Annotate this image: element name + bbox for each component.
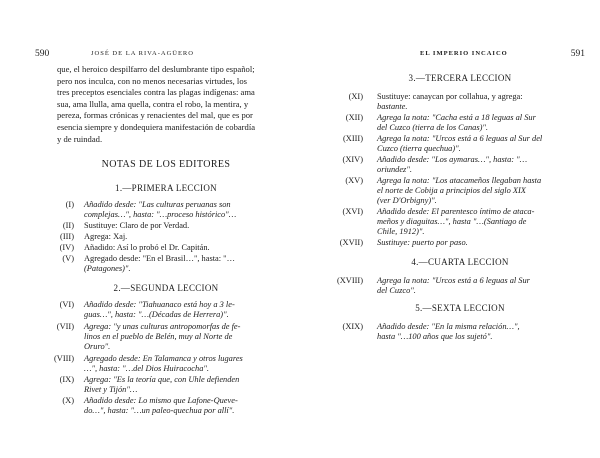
intro-line: sua, ama llulla, ama quella, contra el robo, la mentira, y (57, 98, 249, 109)
left-running-head: JOSÉ DE LA RIVA-AGÜERO (91, 50, 194, 57)
note-line: el norte de Cobija a principios del siglo XIX (377, 186, 526, 196)
note-text (377, 238, 587, 248)
right-page-number: 591 (570, 49, 585, 59)
intro-line: pero nos inculca, con no menos necesarias virtudes, los (57, 75, 247, 86)
note-text (84, 200, 274, 220)
note-number: (II) (62, 221, 74, 230)
note-line: Agrega: Xaj. (84, 232, 128, 241)
note-line: Sustituye: canaycan por collahua, y agrega: (377, 92, 523, 101)
note-line: Añadido desde: Lo mismo que Lafone-Queve- (84, 396, 238, 405)
note-text (377, 155, 587, 175)
note-line: Chile, 1912)". (377, 227, 425, 237)
note-text (84, 243, 274, 253)
note-text (377, 113, 587, 133)
note-text (84, 322, 274, 353)
note-line: bastante. (377, 102, 408, 112)
note-text (84, 232, 274, 242)
lesson-title-2: 2.—SEGUNDA LECCION (113, 283, 219, 293)
intro-line: y de ruindad. (57, 133, 103, 144)
note-line: guas…", hasta: "…(Décadas de Herrera)". (84, 310, 229, 320)
note-number: (IX) (59, 375, 74, 384)
note-line: meños y diaguitas…", hasta "…(Santiago de (377, 217, 527, 227)
note-line: …", hasta: "…del Dios Huiracocha". (84, 364, 210, 374)
note-line: Añadido desde: "Las culturas peruanas son (84, 200, 231, 209)
note-line: Cuzco (tierra quechua)". (377, 144, 461, 154)
note-line: Añadido desde: El parentesco íntimo de ataca- (377, 207, 535, 216)
lesson-title-1: 1.—PRIMERA LECCION (115, 183, 217, 193)
note-text (377, 176, 587, 207)
note-text (84, 221, 274, 231)
note-number: (XIV) (342, 155, 363, 164)
note-text (84, 375, 274, 395)
note-line: Agregado desde: En Talamanca y otros lugares (84, 354, 243, 363)
note-number: (XV) (345, 176, 363, 185)
note-line: Rivet y Tijón"… (84, 385, 138, 395)
note-line: Sustituye: puerto por paso. (377, 238, 468, 247)
right-running-head: EL IMPERIO INCAICO (420, 50, 508, 57)
note-text (377, 92, 587, 112)
note-number: (XVIII) (336, 276, 363, 285)
note-line: linos en el pueblo de Belén, muy al Norte de (84, 332, 233, 342)
note-line: Agregado desde: "En el Brasil…", hasta: "… (84, 254, 235, 263)
note-line: Agrega: "Es la teoría que, con Uhle defienden (84, 375, 240, 384)
note-number: (III) (60, 232, 74, 241)
note-number: (VII) (56, 322, 74, 331)
note-line: Agrega la nota: "Urcos está a 6 leguas al Sur (377, 276, 530, 285)
right-page-header (365, 50, 585, 62)
note-number: (VI) (59, 300, 74, 309)
note-line: Añadido desde: "En la misma relación…", (377, 322, 520, 331)
note-line: (Patagones)". (84, 264, 131, 274)
note-line: do…", hasta: "…un paleo-quechua por allí". (84, 406, 235, 416)
lesson-title-5: 5.—SEXTA LECCION (415, 303, 505, 313)
note-text (84, 300, 274, 320)
note-line: Añadido desde: "Tiahuanaco está hoy a 3 le- (84, 300, 235, 309)
note-number: (XIX) (342, 322, 363, 331)
intro-paragraph (57, 64, 275, 145)
intro-line: pereza, formas crónicas y renacientes del mal, que es por (57, 110, 253, 121)
note-line: Oruro". (84, 342, 111, 352)
left-page-number: 590 (35, 49, 50, 59)
lesson-title-3: 3.—TERCERA LECCION (408, 73, 512, 83)
note-line: Sustituye: Claro de por Verdad. (84, 221, 190, 230)
note-text (84, 396, 274, 416)
right-page (300, 0, 600, 458)
note-number: (V) (62, 254, 74, 263)
note-number: (XI) (348, 92, 363, 101)
note-text (377, 207, 587, 238)
note-line: Añadido: Así lo probó el Dr. Capitán. (84, 243, 210, 252)
note-number: (XIII) (343, 134, 363, 143)
note-line: Agrega la nota: "Cacha está a 18 leguas al Sur (377, 113, 536, 122)
note-line: Agrega la nota: "Los atacameños llegaban hasta (377, 176, 542, 185)
lesson-title-4: 4.—CUARTA LECCION (411, 257, 509, 267)
left-page-header (35, 50, 275, 62)
note-line: complejas…", hasta: "…proceso histórico"… (84, 210, 237, 220)
note-text (84, 254, 274, 274)
intro-line: esencia siempre y dondequiera manifestación de cobardía (57, 121, 256, 132)
notes-title: NOTAS DE LOS EDITORES (101, 159, 231, 170)
note-line: oriundez". (377, 165, 412, 175)
note-number: (VIII) (54, 354, 74, 363)
note-text (377, 276, 587, 296)
intro-line: tres preceptos esenciales contra las plagas indígenas: ama (57, 87, 255, 98)
note-line: Añadido desde: "Los aymaras…", hasta: "… (377, 155, 528, 164)
note-line: Agrega la nota: "Urcos está a 6 leguas al Sur del (377, 134, 543, 143)
note-number: (XVI) (342, 207, 363, 216)
note-line: (ver D'Orbigny)". (377, 196, 437, 206)
note-line: Agrega: "y unas culturas antropomorfas de fe- (84, 322, 241, 331)
note-text (377, 134, 587, 154)
note-number: (XII) (345, 113, 363, 122)
note-number: (IV) (59, 243, 74, 252)
note-line: hasta "…100 años que los sujetó". (377, 332, 493, 342)
note-number: (I) (65, 200, 74, 209)
note-line: del Cuzco". (377, 286, 416, 296)
note-number: (X) (62, 396, 74, 405)
note-line: del Cuzco (tierra de los Canas)". (377, 123, 488, 133)
intro-line: que, el heroico despilfarro del deslumbrante tipo español; (57, 64, 255, 74)
note-text (84, 354, 274, 374)
note-number: (XVII) (339, 238, 363, 247)
note-text (377, 322, 587, 342)
